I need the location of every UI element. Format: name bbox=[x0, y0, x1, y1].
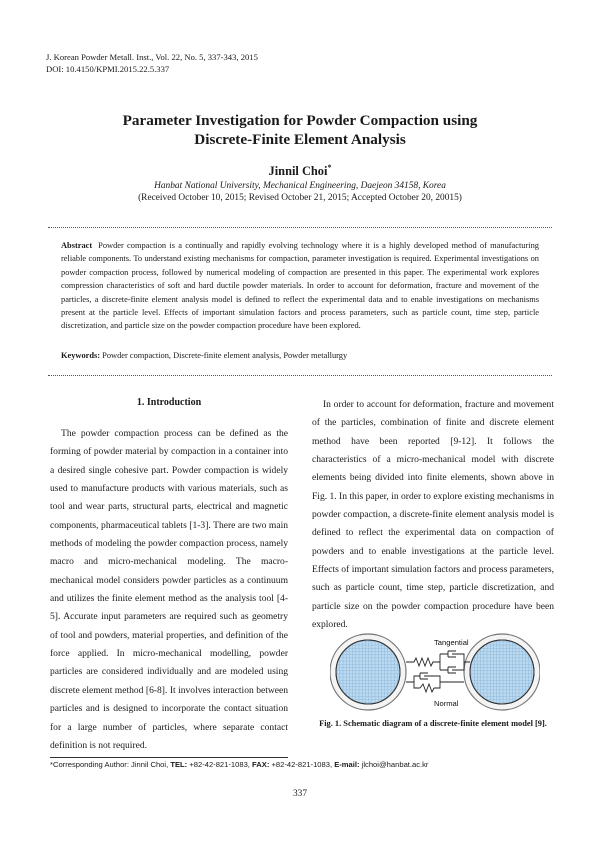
left-particle bbox=[330, 632, 410, 712]
title-line-1: Parameter Investigation for Powder Compaction using bbox=[122, 112, 478, 129]
fax-value: +82-42-821-1083, bbox=[271, 760, 333, 769]
email-label: E-mail: bbox=[334, 760, 360, 769]
tel-value: +82-42-821-1083, bbox=[189, 760, 250, 769]
fax-label: FAX: bbox=[252, 760, 270, 769]
normal-label: Normal bbox=[434, 699, 459, 708]
paper-title bbox=[0, 111, 600, 149]
keywords-label: Keywords: bbox=[61, 351, 101, 360]
section-heading: 1. Introduction bbox=[136, 397, 202, 408]
figure-caption: Fig. 1. Schematic diagram of a discrete-finite element model [9]. bbox=[319, 719, 547, 728]
abstract-label: Abstract bbox=[61, 241, 93, 250]
right-particle bbox=[460, 632, 540, 712]
author bbox=[0, 163, 600, 179]
doi-line: DOI: 10.4150/KPMI.2015.22.5.337 bbox=[46, 64, 170, 74]
keywords-text: Powder compaction, Discrete-finite element analysis, Powder metallurgy bbox=[102, 351, 348, 360]
author-mark: * bbox=[327, 163, 332, 172]
author-name: Jinnil Choi bbox=[268, 164, 328, 178]
keywords bbox=[61, 350, 539, 362]
journal-line: J. Korean Powder Metall. Inst., Vol. 22, No. 5, 337-343, 2015 bbox=[46, 52, 258, 62]
page-number: 337 bbox=[292, 789, 308, 799]
received-dates: (Received October 10, 2015; Revised October 21, 2015; Accepted October 20, 20015) bbox=[138, 193, 462, 203]
email-value: jlchoi@hanbat.ac.kr bbox=[361, 760, 429, 769]
right-column bbox=[312, 396, 554, 634]
tangential-spring bbox=[406, 651, 470, 673]
footnote-prefix: *Corresponding Author: Jinnil Choi, bbox=[50, 760, 169, 769]
figure-1 bbox=[330, 632, 540, 712]
divider-top bbox=[48, 227, 552, 228]
footnote bbox=[50, 760, 428, 769]
divider-bottom bbox=[48, 375, 552, 376]
normal-spring bbox=[406, 673, 464, 692]
tangential-label: Tangential bbox=[434, 638, 469, 647]
journal-citation bbox=[46, 51, 258, 75]
abstract-text: Powder compaction is a continually and rapidly evolving technology where it is a highly developed method of manufacturing reliable components. To understand existing mechanisms for compaction, parameter investigation is required. Experimental investigations on powder compaction process, followed by numerical modeling of compaction are presented in this paper. The experimental work explores compression characteristics of soft and hard ductile powder materials. In order to account for deformation, fracture and movement of the particles, a discrete-finite element analysis model is defined to reflect the experimental data and to enable investigations on mechanisms present at the particle level. Effects of important simulation factors and process parameters, such as particle count, time step, particle discretization, and particle size on the powder compaction procedure have been explored. bbox=[61, 241, 539, 331]
affiliation: Hanbat National University, Mechanical Engineering, Daejeon 34158, Korea bbox=[154, 181, 446, 191]
title-line-2: Discrete-Finite Element Analysis bbox=[194, 131, 406, 148]
left-column bbox=[50, 425, 288, 755]
intro-paragraph-right: In order to account for deformation, fracture and movement of the particles, combination of finite and discrete element method have been reported [9-12]. It follows the characteristics of a micro-mechanical model with discrete elements being divided into finite elements, shown above in Fig. 1. In this paper, in order to explore existing mechanisms in powder compaction, a discrete-finite element analysis model is defined to reflect the experimental data on compaction of powders and to enable investigations at the particle level. Effects of important simulation factors and process parameters, such as particle count, time step, particle discretization, and particle size on the powder compaction procedure have been explored. bbox=[312, 399, 554, 631]
footnote-rule bbox=[50, 757, 288, 758]
abstract bbox=[61, 239, 539, 333]
discrete-finite-element-diagram bbox=[330, 632, 540, 712]
intro-paragraph-left: The powder compaction process can be defined as the forming of powder material by compaction in a container into a desired single cohesive part. Powder compaction is widely used to manufacture products with various materials, such as tool and wear parts, structural parts, electrical and magnetic components, pharmaceutical tablets [1-3]. There are two main methods of modeling the powder compaction process, namely macro and micro-mechanical modeling. The macro-mechanical model considers powder particles as a continuum and utilizes the finite element method as the analysis tool [4-5]. Accurate input parameters are required such as geometry of tool and powders, material properties, and definition of the force applied. In micro-mechanical modelling, powder particles are considered individually and are modeled using discrete element method [6-8]. It involves interaction between particles and is designed to incorporate the contact situation for a large number of particles, where separate contact definition is not required. bbox=[50, 428, 288, 751]
tel-label: TEL: bbox=[170, 760, 188, 769]
